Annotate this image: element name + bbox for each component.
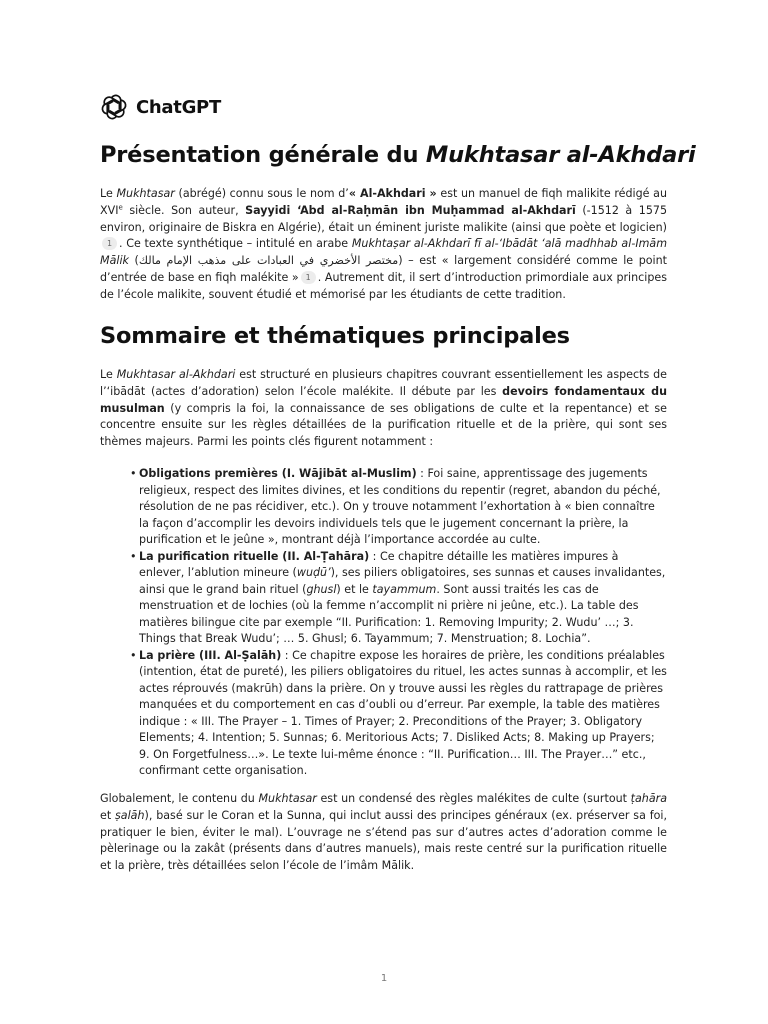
text: . Sont aussi traités les cas de menstruation et de lochies (où la femme n’accomplit ni prière ni jeûne, etc.). La table des matières bilingue cite par exemple “II. Purification: 1. Removing Impurity; 2. Wudu’ …; 3. Things that Break Wudu’; … 5. Ghusl; 6. Tayammum; 7. Menstruation; 8. Lochia”. [139,582,639,645]
bullet-icon: • [130,648,137,662]
text: est structuré en plusieurs chapitres couvrant essentiellement les aspects de l’‘ibādāt (actes d’adoration) selon l’école malékite. Il débute par les [100,368,667,398]
text: est un condensé des règles malékites de culte (surtout [316,792,631,805]
list-item [100,549,667,648]
text-em: ghusl [306,582,337,596]
text-bold: « Al-Akhdari » [348,187,437,200]
text: Le [100,187,117,200]
text: (abrégé) connu sous le nom d’ [174,187,349,200]
section-title-presentation [100,142,695,168]
text-em: Mukhtasar [116,187,175,200]
title-emphasis: Mukhtasar al-Akhdari [425,142,696,168]
list-item-heading: La purification rituelle (II. Al-Ṭahāra) [139,549,370,563]
text: Globalement, le contenu du [100,792,259,805]
arabic-title: مختصر الأخضري في العبادات على مذهب الإمام مالك [138,254,399,268]
brand-logo [101,94,221,120]
list-item-heading: La prière (III. Al-Ṣalāh) [139,648,282,662]
list-item [100,466,667,549]
sommaire-intro-paragraph [100,367,667,451]
text: (-1512 à 1575 environ, originaire de Biskra en Algérie), était un éminent juriste malikite (ainsi que poète et logicien) [100,203,668,234]
author-name: Sayyidi ‘Abd al-Raḥmān ibn Muḥammad al-Akhdarī [245,203,576,217]
text-bold: devoirs fondamentaux du musulman [100,384,667,415]
superscript: e [118,203,123,212]
text-em: ṭahāra [630,792,667,805]
key-points-list [100,466,667,780]
text: ), ses piliers obligatoires, ses sunnas et causes invalidantes, ainsi que le grand bain rituel ( [139,566,666,596]
text: ), basé sur le Coran et la Sunna, qui inclut aussi des principes généraux (ex. préserver sa foi, pratiquer le bien, éviter le mal). L’ouvrage ne s’étend pas sur d’autres actes d’adoration comme le pèlerinage ou la zakât (présents dans d’autres manuels), mais reste centré sur la purification rituelle et la prière, très détaillées selon l’école de l’imâm Mālik. [100,808,668,873]
citation-badge[interactable]: 1 [102,237,117,250]
text: ) et le [336,582,373,596]
text: ( [128,254,139,268]
text: ) – est « largement considéré comme le point d’entrée de base en fiqh malékite » [100,254,667,284]
text: et [100,808,116,822]
text-em: tayammum [372,582,437,596]
arabic-title-translit: Mukhtaṣar al-Akhdarī fī al-‘Ibādāt ‘alā madhhab al-Imām Mālik [100,237,668,268]
text: : Foi saine, apprentissage des jugements religieux, respect des limites divines, et les conditions du repentir (regret, abandon du péché, résolution de ne pas récidiver, etc.). On y trouve notamment l’exhortation à « bien connaître la façon d’accomplir les devoirs individuels tels que le jugement concernant la prière, la purification et le jeûne », montrant déjà l’importance accordée au culte. [139,467,661,546]
page-number: 1 [380,973,388,984]
conclusion-paragraph [100,791,667,875]
list-item-heading: Obligations premières (I. Wājibāt al-Muslim) [139,467,417,480]
text: : Ce chapitre détaille les matières impures à enlever, l’ablution mineure ( [139,549,619,579]
text: : Ce chapitre expose les horaires de prière, les conditions préalables (intention, état de pureté), les piliers obligatoires du rituel, les actes sunnas à accomplir, et les actes réprouvés (makrūh) dans la prière. On y trouve aussi les règles du rattrapage de prières manquées et du comportement en cas d’oubli ou d’erreur. Par exemple, la table des matières indique : « III. The Prayer – 1. Times of Prayer; 2. Preconditions of the Prayer; 3. Obligatory Elements; 4. Intention; 5. Sunnas; 6. Meritorious Acts; 7. Disliked Acts; 8. Making up Prayers; 9. On Forgetfulness…». Le texte lui-même énonce : “II. Purification… III. The Prayer…” etc., confirmant cette organisation. [139,648,667,777]
bullet-icon: • [130,549,137,563]
presentation-paragraph [100,186,667,304]
text: . Autrement dit, il sert d’introduction primordiale aux principes de l’école malikite, souvent étudié et mémorisé par les étudiants de cette tradition. [100,270,667,301]
text: (y compris la foi, la connaissance de ses obligations de culte et la repentance) et se concentre ensuite sur les règles détaillées de la purification rituelle et de la prière, qui sont ses thèmes majeurs. Parmi les points clés figurent notamment : [100,401,667,449]
openai-logo-icon [101,94,127,120]
text: siècle. Son auteur, [122,203,246,217]
list-item [100,648,667,780]
text: . Ce texte synthétique – intitulé en arabe [119,237,352,251]
text-em: wuḍū’ [296,566,331,579]
title-plain: Présentation générale du [100,142,426,168]
section-title-sommaire: Sommaire et thématiques principales [100,323,570,349]
text: est un manuel de fiqh malikite rédigé au XVI [100,187,667,217]
text-em: ṣalāh [115,808,145,822]
text-em: Mukhtasar [258,792,317,805]
text-em: Mukhtasar al-Akhdari [116,368,236,381]
text: Le [100,368,117,381]
brand-name: ChatGPT [136,96,221,118]
citation-badge[interactable]: 1 [301,271,316,284]
bullet-icon: • [130,467,137,480]
